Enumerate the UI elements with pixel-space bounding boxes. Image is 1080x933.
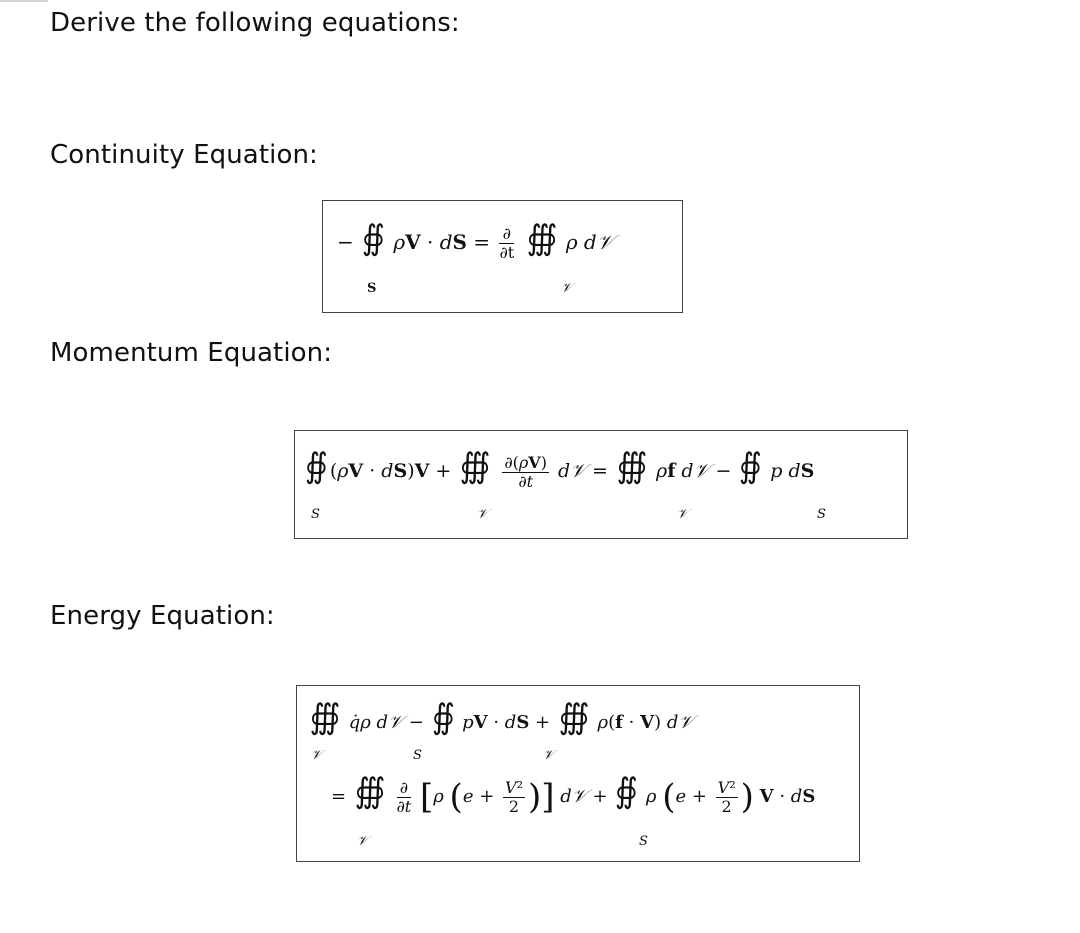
energy-equation-box: [296, 685, 860, 862]
intro-text: Derive the following equations:: [50, 8, 460, 38]
momentum-volume-sub-2: 𝒱: [677, 507, 688, 522]
momentum-surface-sub-1: S: [311, 507, 320, 522]
momentum-equation: ∯ (ρV · dS)V + ∰ $\frac{\partial(\rho V)}{\partial t}$ d𝒱 = ∰ ρf d𝒱 − ∯ p dS: [305, 446, 815, 491]
page-corner-mark: [0, 0, 48, 2]
continuity-equation-box: [322, 200, 683, 313]
continuity-equation: − ∯ ρV · dS = $\frac{\partial}{\partial t}$ ∰ ρ d𝒱: [337, 218, 614, 262]
energy-surface-sub-2: S: [639, 834, 648, 849]
energy-equation-line2: = ∰ $\frac{\partial}{\partial t}$ [ρ (e + $\frac{\text{V²}}{2}$ )] d𝒱 + ∯ ρ (e + $\frac{\text{V²}}{2}$ ) V · dS: [331, 771, 816, 817]
momentum-volume-sub-1: 𝒱: [477, 507, 488, 522]
energy-volume-sub-3: 𝒱: [357, 834, 368, 849]
continuity-volume-sub: 𝒱: [561, 281, 572, 296]
momentum-surface-sub-2: S: [817, 507, 826, 522]
momentum-heading: Momentum Equation:: [50, 338, 333, 368]
energy-equation-line1: ∰ q̇ρ d𝒱 − ∯ pV · dS + ∰ ρ(f · V) d𝒱: [309, 697, 694, 737]
momentum-equation-box: [294, 430, 908, 539]
energy-volume-sub-2: 𝒱: [543, 748, 554, 763]
energy-surface-sub-1: S: [413, 748, 422, 763]
continuity-surface-sub: S: [367, 281, 377, 296]
energy-volume-sub-1: 𝒱: [311, 748, 322, 763]
energy-heading: Energy Equation:: [50, 601, 275, 631]
continuity-heading: Continuity Equation:: [50, 140, 318, 170]
